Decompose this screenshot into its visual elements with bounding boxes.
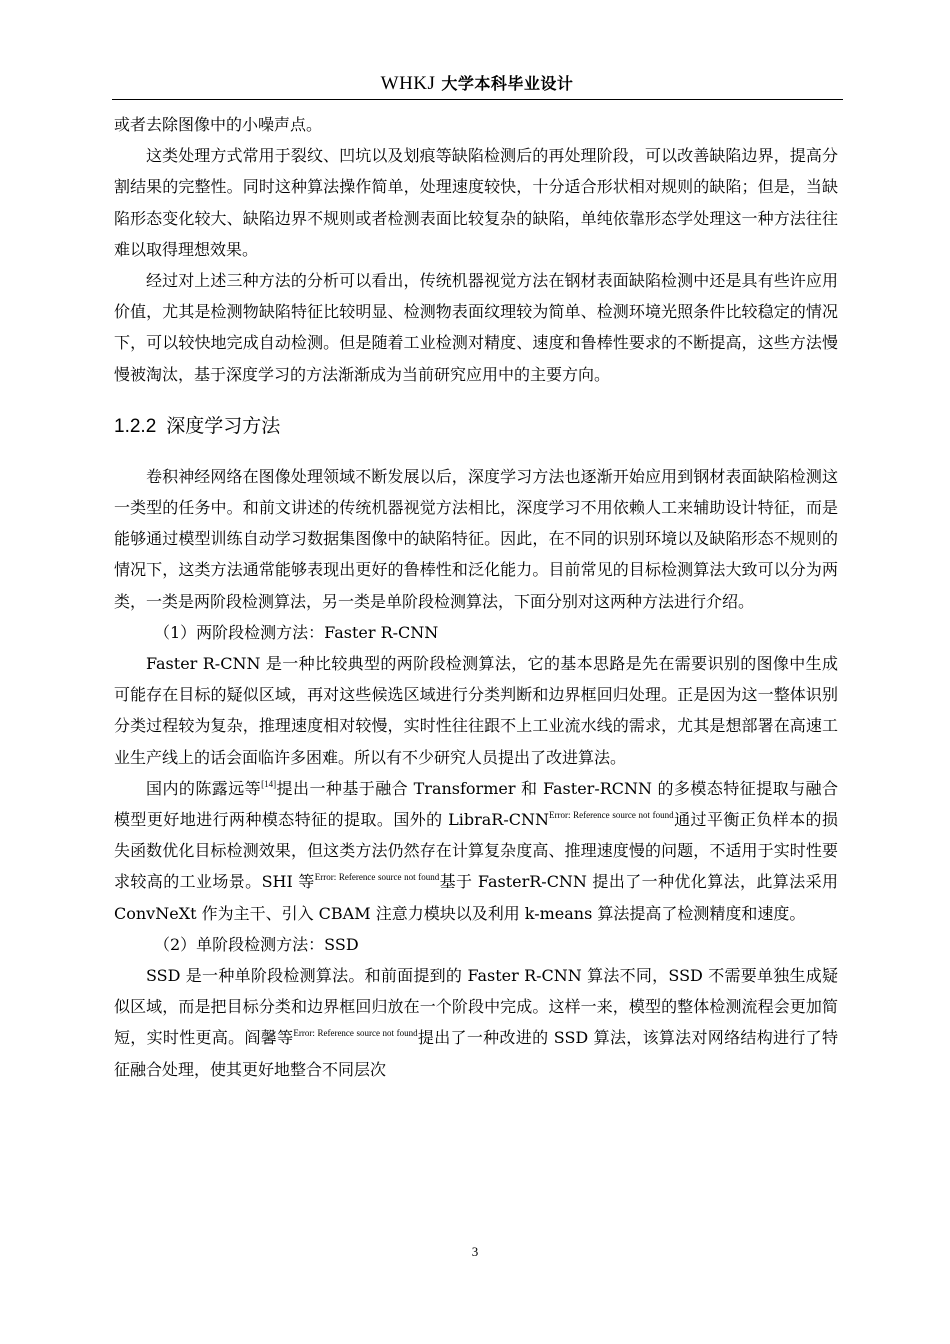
citation-error: Error: Reference source not found — [314, 872, 440, 883]
paragraph-summary: 经过对上述三种方法的分析可以看出，传统机器视觉方法在钢材表面缺陷检测中还是具有些许应用价值，尤其是检测物缺陷特征比较明显、检测物表面纹理较为简单、检测环境光照条件比较稳定的情况下，可以较快地完成自动检测。但是随着工业检测对精度、速度和鲁棒性要求的不断提高，这些方法慢慢被淘汰，基于深度学习的方法渐渐成为当前研究应用中的主要方向。 — [114, 271, 838, 384]
text-segment: 提出了一种改进的 SSD 算法，该算法对网络结构进行了特征融合处理，使其更好地整合不同层次 — [114, 1028, 838, 1079]
citation-error: Error: Reference source not found — [549, 810, 674, 821]
subheading-two-stage: （1）两阶段检测方法：Faster R-CNN — [154, 622, 439, 642]
paragraph-faster-rcnn: Faster R-CNN 是一种比较典型的两阶段检测算法，它的基本思路是先在需要识别的图像中生成可能存在目标的疑似区域，再对这些候选区域进行分类判断和边界框回归处理。正是因为这一整体识别分类过程较为复杂，推理速度相对较慢，实时性往往跟不上工业流水线的需求，尤其是想部署在高速工业生产线上的话会面临许多困难。所以有不少研究人员提出了改进算法。 — [114, 654, 838, 767]
paragraph-improvements — [114, 773, 838, 929]
section-number: 1.2.2 — [114, 415, 157, 437]
section-heading — [114, 412, 838, 441]
text-segment: 国内的陈露远等 — [146, 778, 262, 798]
citation-ref: [14] — [261, 778, 277, 789]
page-header — [112, 72, 842, 96]
paragraph-morphology: 这类处理方式常用于裂纹、凹坑以及划痕等缺陷检测后的再处理阶段，可以改善缺陷边界，提高分割结果的完整性。同时这种算法操作简单，处理速度较快，十分适合形状相对规则的缺陷；但是，当缺陷形态变化较大、缺陷边界不规则或者检测表面比较复杂的缺陷，单纯依靠形态学处理这一种方法往往难以取得理想效果。 — [114, 146, 838, 259]
citation-error: Error: Reference source not found — [293, 1028, 418, 1039]
page-content — [114, 109, 838, 1085]
section-title: 深度学习方法 — [166, 414, 281, 437]
subheading-single-stage: （2）单阶段检测方法：SSD — [154, 934, 359, 954]
header-divider — [112, 99, 843, 100]
text-segment: 基于 FasterR-CNN 提出了一种优化算法，此算法采用 ConvNeXt 作为主干、引入 CBAM 注意力模块以及利用 k-means 算法提高了检测精度和速度。 — [114, 872, 838, 923]
header-school: WHKJ — [380, 73, 436, 94]
page-number: 3 — [471, 1244, 479, 1259]
header-subtitle: 大学本科毕业设计 — [441, 74, 574, 93]
paragraph-ssd — [114, 960, 838, 1085]
text-segment: 通过平衡正负样本的损失函数优化目标检测效果，但这类方法仍然存在计算复杂度高、推理速度慢的问题，不适用于实时性要求较高的工业场景。SHI 等 — [114, 810, 838, 892]
text-segment: SSD 是一种单阶段检测算法。和前面提到的 Faster R-CNN 算法不同，SSD 不需要单独生成疑似区域，而是把目标分类和边界框回归放在一个阶段中完成。这样一来，模型的整体检测流程会更加简短，实时性更高。阎馨等 — [114, 966, 838, 1048]
paragraph-deep-learning-intro: 卷积神经网络在图像处理领域不断发展以后，深度学习方法也逐渐开始应用到钢材表面缺陷检测这一类型的任务中。和前文讲述的传统机器视觉方法相比，深度学习不用依赖人工来辅助设计特征，而是能够通过模型训练自动学习数据集图像中的缺陷特征。因此，在不同的识别环境以及缺陷形态不规则的情况下，这类方法通常能够表现出更好的鲁棒性和泛化能力。目前常见的目标检测算法大致可以分为两类，一类是两阶段检测算法，另一类是单阶段检测算法，下面分别对这两种方法进行介绍。 — [114, 466, 838, 611]
paragraph-continuation: 或者去除图像中的小噪声点。 — [114, 115, 323, 134]
text-segment: 提出一种基于融合 Transformer 和 Faster-RCNN 的多模态特征提取与融合模型更好地进行两种模态特征的提取。国外的 LibraR-CNN — [114, 778, 838, 830]
